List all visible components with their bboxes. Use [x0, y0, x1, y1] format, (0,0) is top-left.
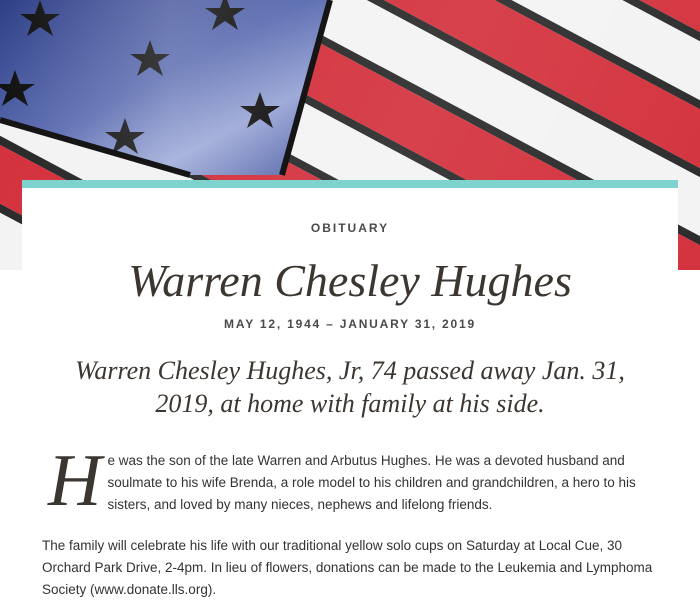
section-label: OBITUARY [310, 221, 390, 235]
deceased-name-heading: Warren Chesley Hughes [128, 255, 572, 306]
biography-paragraph [48, 440, 648, 522]
card-accent-bar [22, 180, 678, 188]
lede-paragraph: Warren Chesley Hughes, Jr, 74 passed away Jan. 31, 2019, at home with family at his side. [75, 356, 625, 418]
obituary-card [22, 180, 678, 614]
life-dates: MAY 12, 1944 – JANUARY 31, 2019 [224, 317, 476, 331]
service-details-paragraph: The family will celebrate his life with our traditional yellow solo cups on Saturday at Local Cue, 30 Orchard Park Drive, 2-4pm. In lieu of flowers, donations can be made to the Leukemia and Lymphoma Society (www.donate.lls.org). [42, 538, 653, 597]
drop-cap: H [48, 440, 102, 522]
biography-text: e was the son of the late Warren and Arbutus Hughes. He was a devoted husband and soulmate to his wife Brenda, a role model to his children and grandchildren, a hero to his sisters, and loved by many nieces, nephews and lifelong friends. [107, 453, 636, 512]
